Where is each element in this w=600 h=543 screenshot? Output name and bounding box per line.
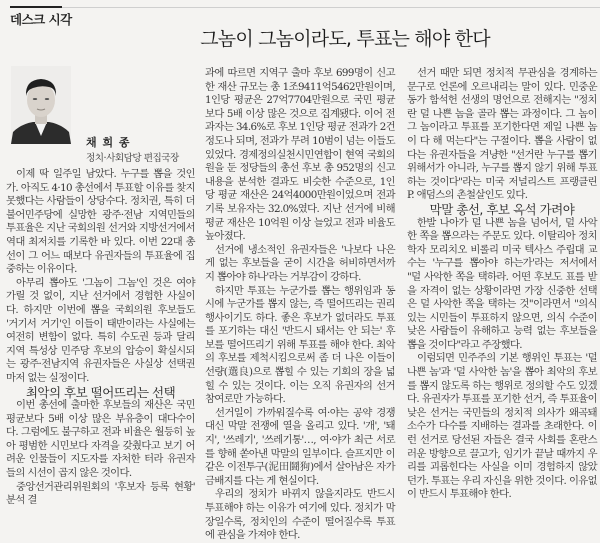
paragraph: 선거 때만 되면 정치적 무관심을 경계하는 문구로 언론에 오르내리는 말이 있다. 민중운동가 함석헌 선생의 명언으로 전해지는 "정치란 덜 나쁜 놈을 골라 뽑는 과정이다. 그 놈이 그 놈이라고 투표를 포기한다면 제일 나쁜 놈이 다 해 먹는다"는 구절이다. 뽑을 사람이 없다는 유권자들을 겨냥한 "선거란 누구를 뽑기 위해서가 아니라, 누구를 뽑지 않기 위해 투표하는 것이다"라는 미국 저널리스트 프랭클린 P. 애덤스의 촌철살인도 있다. xyxy=(407,67,597,202)
author-name: 채 희 종 xyxy=(86,136,131,149)
paragraph: 중앙선거관리위원회의 '후보자 등록 현황' 분석 결 xyxy=(6,480,195,507)
paragraph: 이럼되면 민주주의 기본 행위인 투표는 '덜 나쁜 놈'과 '덜 사악한 놈'을 뽑아 최악의 후보를 뽑지 않도록 하는 행위로 정의할 수도 있겠다. 유권자가 투표를 포기한 선거, 즉 투표율이 낮은 선거는 국민들의 정치적 의사가 왜곡돼 소수가 다수를 지배하는 결과를 초래한다. 이런 선거로 당선된 자들은 결국 사회를 혼란스러운 방향으로 끌고가, 임기가 끝날 때까지 우리를 괴롭힌다는 사실을 이미 경험하지 않았던가. 투표는 우리 자신을 위한 것이다. 이유없이 반드시 투표해야 한다. xyxy=(407,352,597,501)
subheading: 막말 총선, 후보 옥석 가려야 xyxy=(429,201,575,217)
paragraph: 우리의 정치가 바뀌지 않을지라도 반드시 투표해야 하는 이유가 여기에 있다. 정치가 막장일수록, 정치인의 수준이 떨어질수록 투표에 관심을 가져야 한다. xyxy=(205,488,395,542)
top-rule xyxy=(10,7,600,8)
author-title: 정치·사회담당 편집국장 xyxy=(86,152,179,164)
byline-block xyxy=(6,66,195,164)
paragraph: 과에 따르면 지역구 출마 후보 699명이 신고한 재산 규모는 총 1조9411억5462만원이며, 1인당 평균은 27억7704만원으로 국민 평균보다 5배 이상 많은 것으로 집계됐다. 이어 전과자는 34.6%로 후보 1인당 평균 전과가 2건 정도나 되며, 전과가 무려 10범이 넘는 이들도 있었다. 경제정의실천시민연합이 현역 국회의원을 둔 정당들의 총선 후보 총 952명의 신고 내용을 분석한 결과도 비슷한 수준으로, 1인당 평균 재산은 24억4000만원이었으며 전과 기록 보유자는 32.0%였다. 지난 선거에 비해 평균 재산은 10억원 이상 늘었고 전과 비율도 높아졌다. xyxy=(205,67,395,243)
byline xyxy=(86,136,179,165)
paragraph: 선거에 냉소적인 유권자들은 '나보다 나은 게 없는 후보들을 굳이 시간을 허비하면서까지 뽑아야 하나'라는 거부감이 강하다. xyxy=(205,243,395,283)
paragraph: 이제 딱 일주일 남았다. 누구를 뽑을 것인가. 아직도 4·10 총선에서 투표할 이유를 찾지 못했다는 사람들이 상당수다. 정치권, 특히 더불어민주당에 실망한 광주·전남 지역민들의 투표율은 지난 국회의원 선거와 지방선거에서 역대 최저치를 기록한 바 있다. 이번 22대 총선이 그 어느 때보다 유권자들의 투표율에 집중하는 이유이다. xyxy=(6,168,195,276)
author-photo xyxy=(11,66,71,144)
top-rule-accent xyxy=(10,6,62,8)
article-column-1 xyxy=(6,66,195,508)
article-column-3 xyxy=(407,67,597,502)
portrait-icon xyxy=(11,66,71,144)
subheading: 최악의 후보 떨어뜨리는 선택 xyxy=(25,384,176,400)
paragraph: 이번 총선에 출마한 후보들의 재산은 국민 평균보다 5배 이상 많은 부유층이 대다수이다. 그럼에도 불구하고 전과 비율은 월등히 높아 평범한 시민보다 자격을 갖췄다고 보기 어려운 인물들이 지도자를 자처한 터라 유권자들의 시선이 곱지 않은 것이다. xyxy=(6,399,195,480)
article-column-2 xyxy=(205,67,395,543)
paragraph: 하지만 투표는 누군가를 뽑는 행위임과 동시에 누군가를 뽑지 않는, 즉 떨어뜨리는 권리 행사이기도 하다. 좋은 후보가 없더라도 투표를 포기하는 대신 '반드시 돼서는 안 되는' 후보를 떨어뜨리기 위해 투표를 해야 한다. 최악의 후보를 제척시킴으로써 좀 더 나은 이들이 선량(選良)으로 뽑힐 수 있는 기회의 장을 넓힐 수 있는 것이다. 이는 오직 유권자의 선거 참여로만 가능하다. xyxy=(205,284,395,406)
section-label: 데스크 시각 xyxy=(10,12,72,27)
paragraph: 선거일이 가까워질수록 여·야는 공약 경쟁 대신 막말 전쟁에 열을 올리고 있다. '개', '돼지', '쓰레기', '쓰레기통'…, 여·야가 최근 서로를 향해 쏟아낸 막말의 일부이다. 슬프지만 이같은 이전투구(泥田鬪狗)에서 살아남은 자가 금배지를 다는 게 현실이다. xyxy=(205,406,395,487)
headline: 그놈이 그놈이라도, 투표는 해야 한다 xyxy=(200,28,490,50)
paragraph: 한발 나아가 덜 나쁜 놈을 넘어서, 덜 사악한 쪽을 뽑으라는 주문도 있다. 이탈리아 정치학자 모리치오 비롤리 미국 텍사스 주립대 교수는 '누구를 뽑아야 하는가'라는 저서에서 "덜 사악한 쪽을 택하라. 어떤 후보도 표를 받을 자격이 없는 상황이라면 가장 신중한 선택은 덜 사악한 쪽을 택하는 것"이라면서 "의식 있는 시민들이 투표하지 않으면, 의식 수준이 낮은 사람들이 유해하고 능력 없는 후보들을 뽑을 것이다"라고 주장했다. xyxy=(407,216,597,351)
paragraph: 아무리 뽑아도 '그놈이 그놈'인 것은 여야 가릴 것 없이, 지난 선거에서 경험한 사실이다. 하지만 이번에 뽑을 국회의원 후보들도 '거기서 거기'인 이들이 태반이라는 사실에는 여전히 변함이 없다. 특히 수도권 등과 달리 지역 특성상 민주당 후보의 압승이 확실시되는 광주·전남지역 유권자들은 사실상 선택권마저 없는 실정이다. xyxy=(6,276,195,384)
